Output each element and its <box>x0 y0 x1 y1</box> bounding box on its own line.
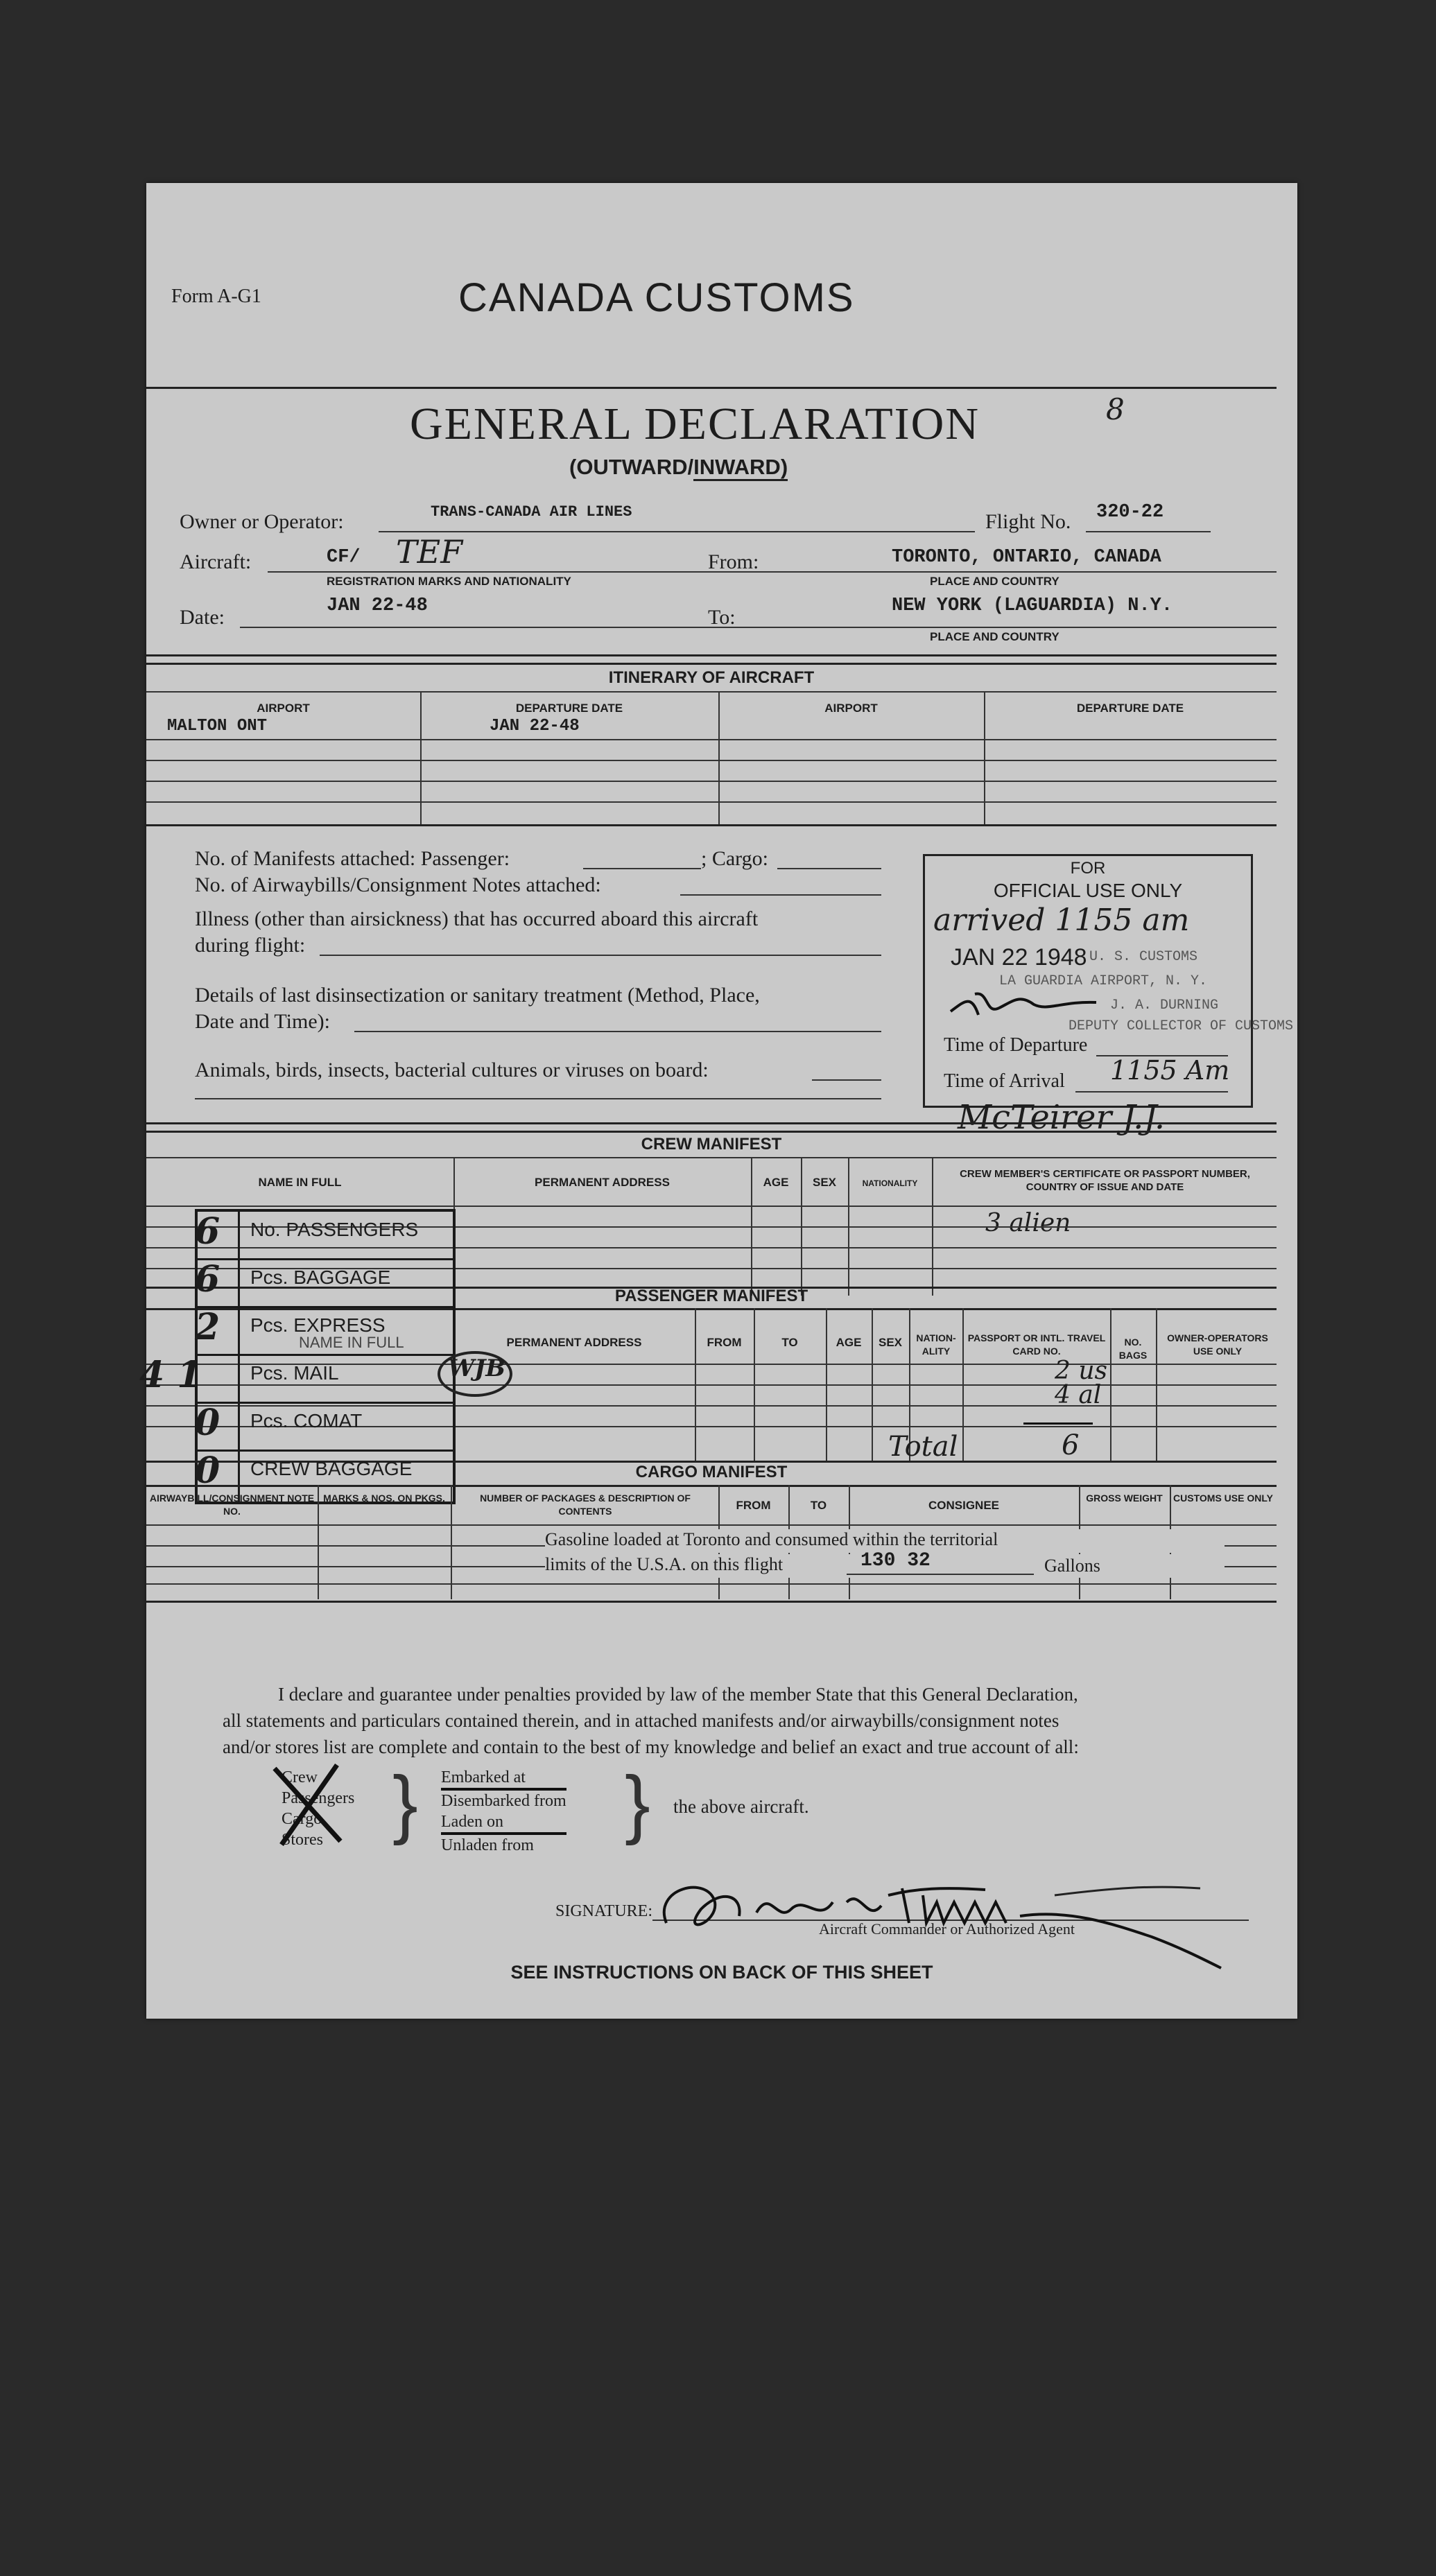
official-initials-scribble <box>937 973 1117 1029</box>
cargo-col-weight: GROSS WEIGHT <box>1086 1492 1163 1504</box>
cargo-label: ; Cargo: <box>701 847 768 870</box>
stamp-row-label: No. PASSENGERS <box>250 1219 419 1240</box>
flight-value: 320-22 <box>1096 502 1164 523</box>
aircraft-value: TEF <box>396 533 463 571</box>
passenger-total-value: 6 <box>1062 1429 1080 1461</box>
crew-col-nationality: NATIONALITY <box>862 1178 918 1188</box>
aircraft-prefix: CF/ <box>327 547 361 568</box>
passenger-col-to: TO <box>781 1336 798 1349</box>
cargo-col-packages: NUMBER OF PACKAGES & DESCRIPTION OF CONTENTS <box>480 1492 691 1517</box>
illness-label-2: during flight: <box>195 934 306 957</box>
gasoline-limits-text: limits of the U.S.A. on this flight <box>545 1554 784 1574</box>
left-brace: } <box>392 1761 418 1846</box>
stamp-row-label: Pcs. BAGGAGE <box>250 1267 391 1288</box>
passenger-col-age: AGE <box>836 1336 862 1349</box>
cargo-col-airwaybill: AIRWAYBILL/CONSIGNMENT NOTE NO. <box>149 1492 315 1517</box>
itinerary-col-date-1: DEPARTURE DATE <box>515 702 623 715</box>
manifests-label: No. of Manifests attached: Passenger: <box>195 847 510 870</box>
outward-option: (OUTWARD <box>569 455 688 479</box>
arrival-time-label: Time of Arrival <box>944 1070 1065 1092</box>
stamp-row-count: 0 <box>195 1450 220 1492</box>
gasoline-line-1: Gasoline loaded at Toronto and consumed within the territorial <box>545 1529 998 1549</box>
stamp-row-count: 6 <box>195 1258 220 1300</box>
itinerary-date-value: JAN 22-48 <box>490 717 580 736</box>
stamp-row-label: Pcs. EXPRESS <box>250 1314 386 1336</box>
itinerary-col-airport-2: AIRPORT <box>824 702 878 715</box>
crew-note: 3 alien <box>985 1209 1071 1237</box>
stamp-row-label: Pcs. MAIL <box>250 1362 339 1384</box>
passenger-col-from: FROM <box>707 1336 742 1349</box>
date-label: Date: <box>180 606 225 629</box>
declaration-left-option: Stores <box>282 1831 323 1849</box>
passenger-entry-2: 4 al <box>1055 1381 1102 1409</box>
itinerary-airport-value: MALTON ONT <box>167 717 268 736</box>
from-value: TORONTO, ONTARIO, CANADA <box>892 547 1161 568</box>
declaration-text-2: all statements and particulars contained therein, and in attached manifests and/or airwaybills/consignment notes <box>223 1710 1059 1731</box>
signature-label: SIGNATURE: <box>555 1902 653 1920</box>
crew-col-name: NAME IN FULL <box>258 1176 342 1189</box>
stamp-line-1: U. S. CUSTOMS <box>1089 949 1198 965</box>
footer-instructions: SEE INSTRUCTIONS ON BACK OF THIS SHEET <box>510 1962 933 1983</box>
declaration-left-option: Crew <box>282 1768 318 1786</box>
official-signature: McTeirer J.J. <box>958 1098 1166 1137</box>
right-brace: } <box>625 1761 650 1846</box>
departure-time-label: Time of Departure <box>944 1034 1088 1056</box>
direction-slash: / <box>687 455 694 479</box>
declaration-text-1: I declare and guarantee under penalties provided by law of the member State that this General Declaration, <box>278 1684 1078 1705</box>
cargo-col-consignee: CONSIGNEE <box>928 1499 1000 1512</box>
stamp-row-count: 2 <box>195 1306 220 1348</box>
agency-title: CANADA CUSTOMS <box>458 275 855 320</box>
official-for-label: FOR <box>1070 859 1106 878</box>
passenger-col-address: PERMANENT ADDRESS <box>506 1336 642 1349</box>
passenger-col-sex: SEX <box>878 1336 903 1349</box>
crew-col-age: AGE <box>763 1176 789 1189</box>
declaration-right-option: Laden on <box>441 1811 566 1835</box>
aircraft-caption: REGISTRATION MARKS AND NATIONALITY <box>327 575 571 588</box>
stamp-row-label: CREW BAGGAGE <box>250 1458 413 1479</box>
crew-col-address: PERMANENT ADDRESS <box>535 1176 670 1189</box>
animals-label: Animals, birds, insects, bacterial cultures or viruses on board: <box>195 1059 709 1081</box>
itinerary-title: ITINERARY OF AIRCRAFT <box>608 668 815 687</box>
disinsect-label-2: Date and Time): <box>195 1010 330 1033</box>
disinsect-label-1: Details of last disinsectization or sanitary treatment (Method, Place, <box>195 984 760 1007</box>
stamp-row-label: Pcs. COMAT <box>250 1410 363 1431</box>
declaration-right-option: Embarked at <box>441 1767 566 1791</box>
itinerary-col-airport-1: AIRPORT <box>257 702 310 715</box>
crew-col-certificate: CREW MEMBER'S CERTIFICATE OR PASSPORT NUMBER, COUNTRY OF ISSUE AND DATE <box>960 1168 1250 1193</box>
itinerary-col-date-2: DEPARTURE DATE <box>1076 702 1184 715</box>
stamp-initials: WJB <box>448 1355 506 1382</box>
cargo-col-customs: CUSTOMS USE ONLY <box>1173 1492 1273 1504</box>
inward-option: INWARD) <box>693 455 788 481</box>
stamp-row-count: 6 <box>195 1210 220 1253</box>
passenger-col-bags: NO. BAGS <box>1118 1337 1148 1361</box>
arrival-time-value: 1155 Am <box>1110 1055 1230 1086</box>
illness-label-1: Illness (other than airsickness) that has occurred aboard this aircraft <box>195 907 759 930</box>
declaration-left-option: Cargo <box>282 1810 322 1828</box>
date-value: JAN 22-48 <box>327 595 428 616</box>
passenger-col-owner: OWNER-OPERATORS USE ONLY <box>1167 1332 1268 1357</box>
official-title: OFFICIAL USE ONLY <box>993 880 1183 901</box>
to-caption: PLACE AND COUNTRY <box>930 630 1059 643</box>
flight-label: Flight No. <box>985 510 1071 533</box>
declaration-sheet <box>139 183 1297 2019</box>
passenger-col-passport: PASSPORT OR INTL. TRAVEL CARD NO. <box>967 1332 1106 1357</box>
signature-caption: Aircraft Commander or Authorized Agent <box>819 1920 1075 1938</box>
stamp-line-3: J. A. DURNING <box>1110 998 1219 1013</box>
passenger-entry-1: 2 us <box>1055 1357 1108 1385</box>
crew-title: CREW MANIFEST <box>641 1135 782 1154</box>
stamp-line-4: DEPUTY COLLECTOR OF CUSTOMS <box>1069 1018 1294 1034</box>
declaration-right-option: Unladen from <box>441 1836 534 1854</box>
to-value: NEW YORK (LAGUARDIA) N.Y. <box>892 595 1173 616</box>
passenger-title: PASSENGER MANIFEST <box>614 1287 808 1305</box>
cargo-col-from: FROM <box>736 1499 771 1512</box>
cargo-col-marks: MARKS & NOS. ON PKGS. <box>323 1492 445 1504</box>
stamp-row-count: 0 <box>195 1402 220 1444</box>
airwaybills-label: No. of Airwaybills/Consignment Notes attached: <box>195 873 601 896</box>
declaration-right-options <box>441 1767 566 1856</box>
aircraft-label: Aircraft: <box>180 550 252 573</box>
crew-col-sex: SEX <box>812 1176 837 1189</box>
page-title: GENERAL DECLARATION <box>410 399 980 449</box>
cargo-title: CARGO MANIFEST <box>635 1463 788 1481</box>
stamp-row-count: 4 1 <box>139 1354 202 1396</box>
passenger-total-label: Total <box>888 1431 958 1463</box>
passenger-col-nationality: NATION-ALITY <box>916 1332 956 1357</box>
declaration-left-option: Passengers <box>282 1789 355 1807</box>
arrived-note: arrived 1155 am <box>933 903 1190 938</box>
cargo-col-to: TO <box>810 1499 827 1512</box>
stamp-date: JAN 22 1948 <box>951 944 1087 971</box>
page-number: 8 <box>1106 392 1125 426</box>
from-label: From: <box>708 550 759 573</box>
from-caption: PLACE AND COUNTRY <box>930 575 1059 588</box>
owner-value: TRANS-CANADA AIR LINES <box>431 503 632 521</box>
owner-label: Owner or Operator: <box>180 510 344 533</box>
stamp-name-in-full: NAME IN FULL <box>299 1334 404 1351</box>
gasoline-unit: Gallons <box>1044 1556 1100 1576</box>
declaration-text-3: and/or stores list are complete and contain to the best of my knowledge and belief an exact and true account of all: <box>223 1737 1079 1757</box>
crew-crossout <box>264 1758 347 1855</box>
to-label: To: <box>708 606 736 629</box>
commander-signature <box>625 1847 1235 1978</box>
declaration-right-option: Disembarked from <box>441 1792 566 1810</box>
stamp-line-2: LA GUARDIA AIRPORT, N. Y. <box>999 973 1208 989</box>
gasoline-line-2 <box>545 1554 783 1575</box>
direction-line <box>569 455 788 480</box>
form-number: Form A-G1 <box>171 286 261 307</box>
declaration-tail: the above aircraft. <box>673 1796 809 1817</box>
gasoline-value: 130 32 <box>860 1550 931 1572</box>
